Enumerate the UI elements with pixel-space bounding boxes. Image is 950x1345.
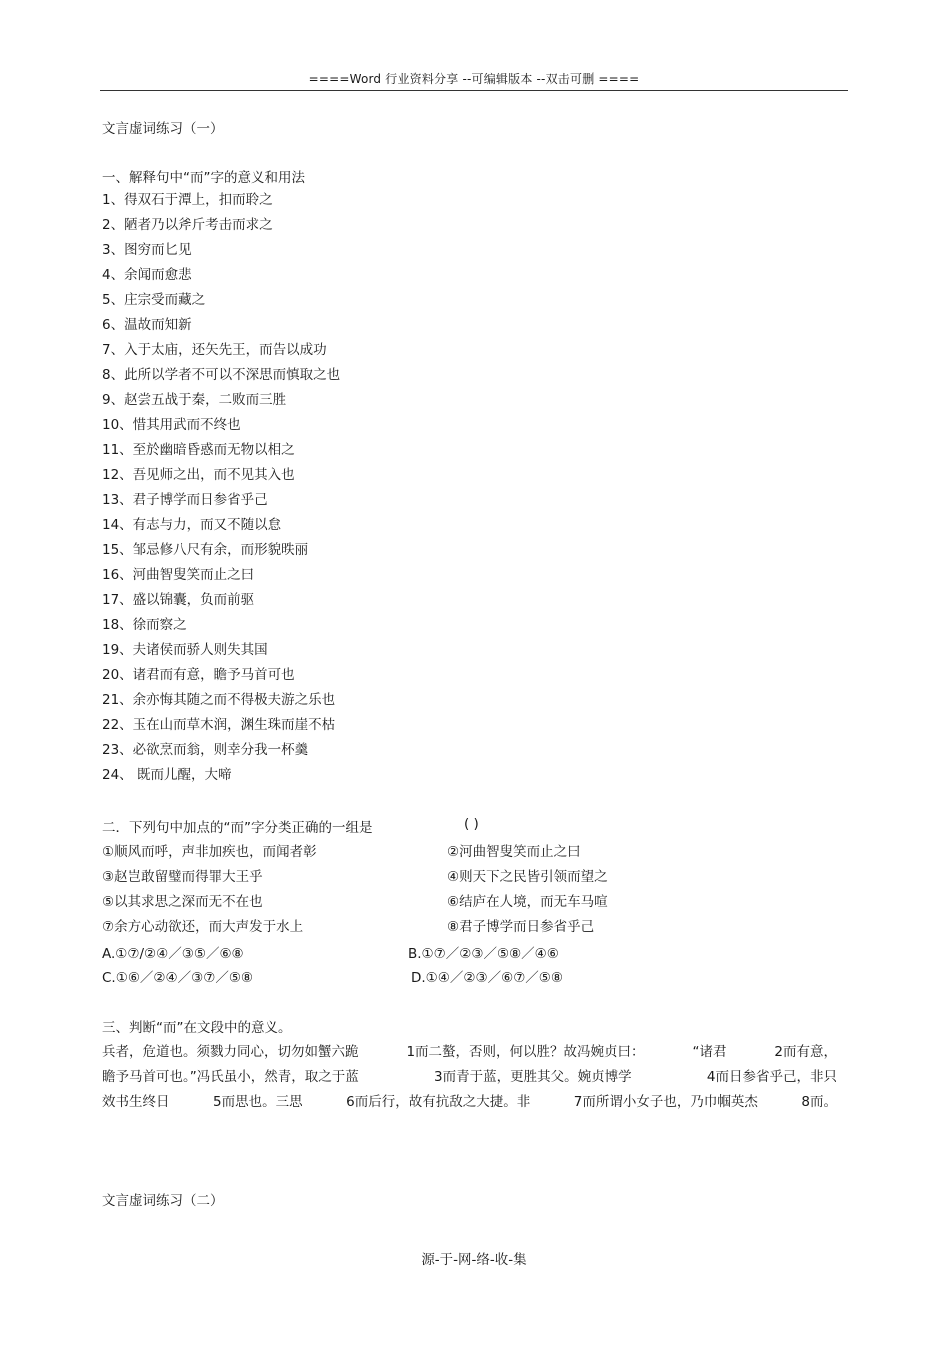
list-item: 8、此所以学者不可以不深思而慎取之也 [102, 367, 341, 383]
exercise-title-1: 文言虚词练习（一） [102, 121, 224, 137]
option-row [102, 966, 702, 990]
passage-fragment: 效书生终日 [102, 1094, 170, 1110]
passage-line [102, 1065, 837, 1090]
passage-line [102, 1040, 837, 1065]
passage-fragment: 3而青于蓝，更胜其父。婉贞博学 [434, 1069, 632, 1085]
list-item: 9、赵尝五战于秦，二败而三胜 [102, 392, 287, 408]
sentence-left: ⑦余方心动欲还，而大声发于水上 [102, 919, 304, 935]
header-divider [100, 90, 848, 91]
sentence-right: ⑧君子博学而日参省乎己 [447, 919, 595, 935]
list-item: 24、 既而儿醒，大啼 [102, 767, 232, 783]
sentence-left: ①顺风而呼，声非加疾也，而闻者彰 [102, 844, 317, 860]
list-item: 11、至於幽暗昏惑而无物以相之 [102, 442, 295, 458]
passage-fragment: 7而所谓小女子也，乃巾帼英杰 [573, 1094, 758, 1110]
list-item: 18、徐而察之 [102, 617, 187, 633]
list-item: 12、吾见师之出，而不见其入也 [102, 467, 295, 483]
passage-fragment: “诸君 [692, 1044, 727, 1060]
sentence-left: ③赵岂敢留璧而得罪大王乎 [102, 869, 263, 885]
option-b: B.①⑦／②③／⑤⑧／④⑥ [408, 946, 559, 962]
list-item: 14、有志与力，而又不随以怠 [102, 517, 282, 533]
option-row [102, 942, 702, 966]
section-2-options [102, 942, 702, 990]
passage-fragment: 8而。 [801, 1094, 837, 1110]
sentence-right: ⑥结庐在人境，而无车马喧 [447, 894, 608, 910]
page-footer: 源-于-网-络-收-集 [421, 1252, 527, 1268]
sentence-row [102, 840, 702, 865]
list-item: 6、温故而知新 [102, 317, 192, 333]
section-2-heading [102, 816, 479, 836]
page-header: ====Word 行业资料分享 --可编辑版本 --双击可删 ==== [308, 72, 640, 86]
sentence-right: ④则天下之民皆引领而望之 [447, 869, 608, 885]
answer-blank: ( ) [464, 816, 479, 832]
section-3-heading: 三、判断“而”在文段中的意义。 [102, 1020, 292, 1036]
passage-line [102, 1090, 837, 1115]
list-item: 10、惜其用武而不终也 [102, 417, 241, 433]
list-item: 2、陋者乃以斧斤考击而求之 [102, 217, 273, 233]
passage-fragment: 瞻予马首可也。”冯氏虽小，然青，取之于蓝 [102, 1069, 359, 1085]
section-1-list [102, 192, 340, 792]
list-item: 16、河曲智叟笑而止之曰 [102, 567, 255, 583]
passage-fragment: 兵者，危道也。须戮力同心，切勿如蟹六跪 [102, 1044, 359, 1060]
passage-fragment: 1而二螯，否则，何以胜？故冯婉贞曰： [406, 1044, 645, 1060]
list-item: 4、余闻而愈悲 [102, 267, 192, 283]
sentence-right: ②河曲智叟笑而止之曰 [447, 844, 581, 860]
list-item: 20、诸君而有意，瞻予马首可也 [102, 667, 295, 683]
option-c: C.①⑥／②④／③⑦／⑤⑧ [102, 970, 254, 986]
sentence-left: ⑤以其求思之深而无不在也 [102, 894, 263, 910]
list-item: 5、庄宗受而藏之 [102, 292, 206, 308]
section-3-passage [102, 1040, 837, 1115]
passage-fragment: 4而日参省乎己，非只 [706, 1069, 837, 1085]
list-item: 21、余亦悔其随之而不得极夫游之乐也 [102, 692, 336, 708]
list-item: 22、玉在山而草木润，渊生珠而崖不枯 [102, 717, 336, 733]
option-d: D.①④／②③／⑥⑦／⑤⑧ [411, 970, 564, 986]
list-item: 17、盛以锦囊，负而前驱 [102, 592, 255, 608]
sentence-row [102, 865, 702, 890]
list-item: 15、邹忌修八尺有余，而形貌昳丽 [102, 542, 309, 558]
list-item: 1、得双石于潭上，扣而聆之 [102, 192, 273, 208]
passage-fragment: 6而后行，故有抗敌之大捷。非 [346, 1094, 531, 1110]
option-a: A.①⑦/②④／③⑤／⑥⑧ [102, 946, 244, 962]
passage-fragment: 2而有意， [774, 1044, 837, 1060]
list-item: 7、入于太庙，还矢先王，而告以成功 [102, 342, 327, 358]
list-item: 19、夫诸侯而骄人则失其国 [102, 642, 268, 658]
section-2-sentences [102, 840, 702, 940]
sentence-row [102, 890, 702, 915]
list-item: 23、必欲烹而翁，则幸分我一杯羹 [102, 742, 309, 758]
list-item: 3、图穷而匕见 [102, 242, 192, 258]
sentence-row [102, 915, 702, 940]
exercise-title-2: 文言虚词练习（二） [102, 1193, 224, 1209]
list-item: 13、君子博学而日参省乎己 [102, 492, 268, 508]
section-1-heading: 一、解释句中“而”字的意义和用法 [102, 170, 305, 186]
passage-fragment: 5而思也。三思 [213, 1094, 303, 1110]
section-2-question: 二．下列句中加点的“而”字分类正确的一组是 [102, 820, 373, 836]
